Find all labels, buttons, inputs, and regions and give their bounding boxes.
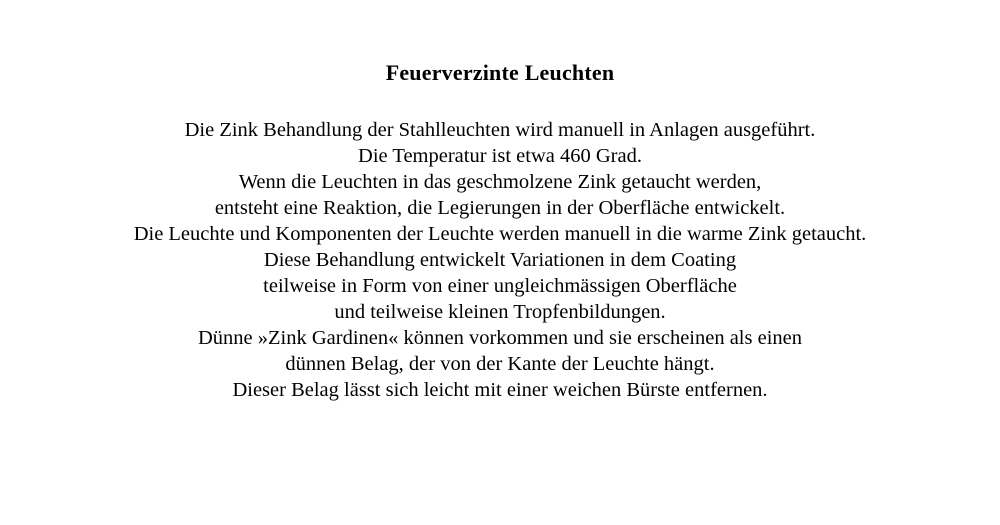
- body-line-2: Die Temperatur ist etwa 460 Grad.: [358, 145, 642, 167]
- document-title: Feuerverzinte Leuchten: [385, 60, 615, 85]
- body-line-4: entsteht eine Reaktion, die Legierungen in der Oberfläche entwickelt.: [214, 197, 786, 219]
- body-line-7: teilweise in Form von einer ungleichmässigen Oberfläche: [263, 275, 737, 297]
- body-line-10: dünnen Belag, der von der Kante der Leuchte hängt.: [285, 353, 715, 375]
- body-line-9: Dünne »Zink Gardinen« können vorkommen und sie erscheinen als einen: [197, 327, 803, 349]
- body-line-8: und teilweise kleinen Tropfenbildungen.: [334, 301, 666, 323]
- body-line-6: Diese Behandlung entwickelt Variationen in dem Coating: [263, 249, 737, 271]
- body-line-5: Die Leuchte und Komponenten der Leuchte werden manuell in die warme Zink getaucht.: [133, 223, 867, 245]
- document-body: [0, 117, 1000, 403]
- body-line-11: Dieser Belag lässt sich leicht mit einer weichen Bürste entfernen.: [232, 379, 768, 401]
- body-line-1: Die Zink Behandlung der Stahlleuchten wird manuell in Anlagen ausgeführt.: [184, 119, 816, 141]
- body-line-3: Wenn die Leuchten in das geschmolzene Zink getaucht werden,: [238, 171, 762, 193]
